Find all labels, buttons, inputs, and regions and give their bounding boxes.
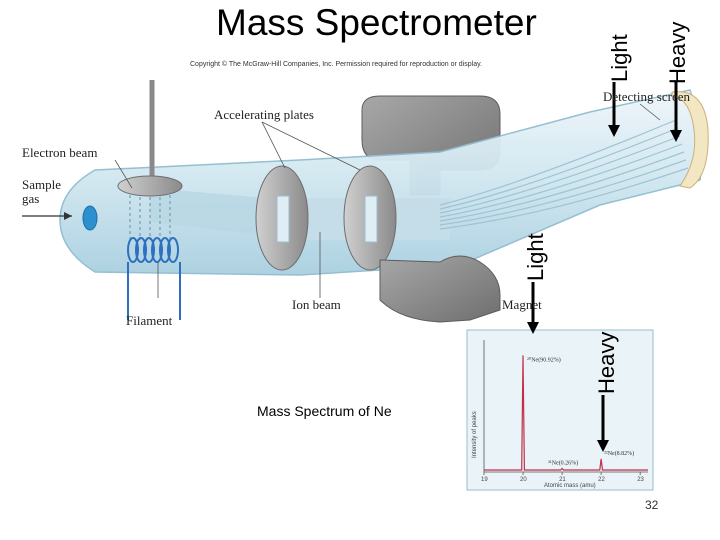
label-magnet: Magnet (502, 297, 542, 312)
copyright-notice: Copyright © The McGraw-Hill Companies, Inc. Permission required for reproduction or display. (190, 61, 483, 68)
annotation-light-middle: Light (523, 233, 548, 281)
annotation-heavy-middle: Heavy (594, 331, 619, 394)
spectrum-peak-label: ²¹Ne(0.26%) (548, 460, 579, 467)
label-detecting-screen: Detecting screen (603, 89, 690, 104)
annotation-heavy-top: Heavy (665, 21, 690, 84)
electron-emitter-plate (118, 176, 182, 196)
spectrum-tick-label: 20 (520, 477, 527, 483)
magnet-lower (380, 256, 500, 322)
label-accelerating-plates: Accelerating plates (214, 107, 314, 122)
slide-title: Mass Spectrometer (216, 2, 537, 43)
spectrum-y-axis-label: Intensity of peaks (472, 411, 478, 458)
page-number: 32 (645, 498, 659, 512)
spectrum-caption: Mass Spectrum of Ne (257, 403, 392, 419)
spectrum-tick-label: 21 (559, 477, 566, 483)
label-electron-beam: Electron beam (22, 145, 98, 160)
spectrum-tick-label: 22 (598, 477, 605, 483)
label-filament: Filament (126, 313, 173, 328)
label-sample-gas: Sample gas (22, 177, 61, 206)
spectrum-peak-label: ²⁰Ne(90.92%) (527, 357, 561, 364)
sample-inlet (83, 206, 97, 230)
annotation-light-top: Light (607, 34, 632, 82)
spectrum-tick-label: 19 (481, 477, 488, 483)
spectrum-peak-label: ²²Ne(8.82%) (604, 450, 635, 457)
spectrum-x-axis-label: Atomic mass (amu) (544, 483, 596, 489)
spectrum-tick-label: 23 (637, 477, 644, 483)
label-ion-beam: Ion beam (292, 297, 341, 312)
